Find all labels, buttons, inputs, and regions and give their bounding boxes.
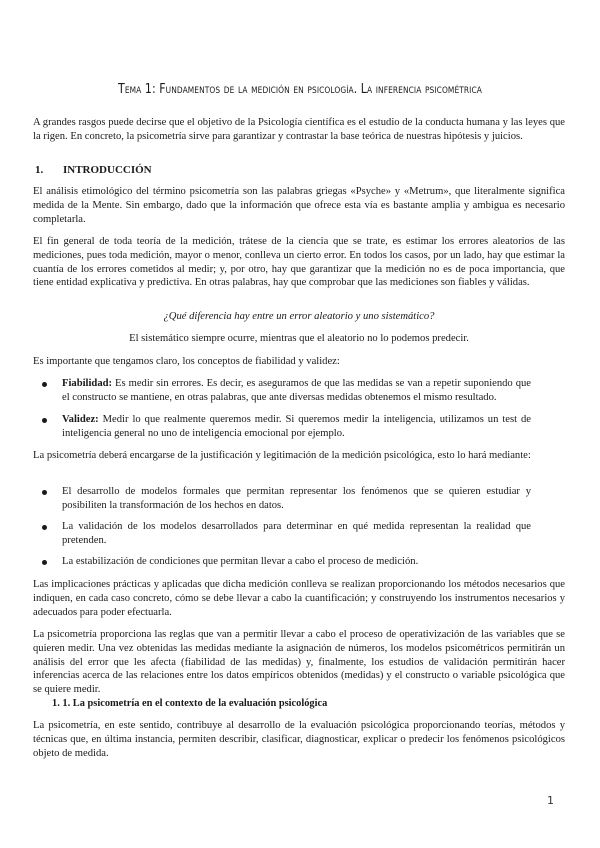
bullet-dot xyxy=(42,560,47,565)
answer-line: El sistemático siempre ocurre, mientras que el aleatorio no lo podemos predecir. xyxy=(129,333,469,344)
bullet-modelos-formales xyxy=(62,485,531,513)
bullet-term: Fiabilidad: xyxy=(62,378,113,389)
bullet-dot xyxy=(42,418,47,423)
subsection-heading: 1. 1. La psicometría en el contexto de la evaluación psicológica xyxy=(52,698,328,709)
bullet-validez xyxy=(62,413,531,441)
bullet-dot xyxy=(42,490,47,495)
bullet-validacion-modelos xyxy=(62,520,531,548)
section-number: 1. xyxy=(35,164,44,176)
bullet-estabilizacion xyxy=(62,555,531,569)
bullet-text: La estabilización de condiciones que permitan llevar a cabo el proceso de medición. xyxy=(62,556,419,567)
question-line: ¿Qué diferencia hay entre un error aleatorio y uno sistemático? xyxy=(163,311,435,322)
bullet-dot xyxy=(42,382,47,387)
paragraph-implicaciones: Las implicaciones prácticas y aplicadas que dicha medición conlleva se realizan proporcionando los métodos necesarios que indiquen, en cada caso concreto, cómo se debe llevar a cabo la cuantificación; y construyendo los instrumentos necesarios y adecuados para poder efectuarla. xyxy=(33,579,565,618)
bullet-fiabilidad xyxy=(62,377,531,405)
paragraph-justificacion: La psicometría deberá encargarse de la justificación y legitimación de la medición psicológica, esto lo hará mediante: xyxy=(33,450,531,461)
bullet-text: Medir lo que realmente queremos medir. Si queremos medir la inteligencia, utilizamos un test de inteligencia general no uno de inteligencia emocional por ejemplo. xyxy=(62,414,531,439)
bullet-term: Validez: xyxy=(62,414,99,425)
paragraph-evaluacion: La psicometría, en este sentido, contribuye al desarrollo de la evaluación psicológica proporcionando teorías, métodos y técnicas que, en última instancia, permiten describir, clasificar, diagnosticar, explicar o predecir los fenómenos psicológicos objeto de medida. xyxy=(33,720,565,759)
paragraph-etimologia: El análisis etimológico del término psicometría son las palabras griegas «Psyche» y «Metrum», que literalmente significa medida de la Mente. Sin embargo, dado que la información que ofrece esta vía es bastante amplia y ambigua es necesario completarla. xyxy=(33,186,565,225)
section-heading-introduccion xyxy=(35,164,152,176)
paragraph-fin-medicion: El fin general de toda teoría de la medición, trátese de la ciencia que se trate, es estimar los errores aleatorios de las mediciones, pues toda medición, mayor o menor, conlleva un cierto error. En todos los casos, por un lado, hay que estimar la cuantía de los errores cometidos al medir; y, por otro, hay que garantizar que la medición no es de poca importancia, que tiene entidad explicativa y predictiva. En otras palabras, hay que comprobar que las mediciones son fiables y válidas. xyxy=(33,236,565,289)
section-label: INTRODUCCIÓN xyxy=(63,164,152,176)
paragraph-conceptos: Es importante que tengamos claro, los conceptos de fiabilidad y validez: xyxy=(33,356,340,367)
bullet-text: La validación de los modelos desarrollados para determinar en qué medida representan la realidad que pretenden. xyxy=(62,521,531,546)
bullet-dot xyxy=(42,525,47,530)
document-title: Tema 1: Fundamentos de la medición en psicología. La inferencia psicométrica xyxy=(118,82,482,97)
bullet-text: Es medir sin errores. Es decir, es aseguramos de que las medidas se van a repetir suponiendo que el constructo se mantiene, en otras palabras, que ante diversas medidas obtenemos el mismo resultado. xyxy=(62,378,531,403)
intro-paragraph: A grandes rasgos puede decirse que el objetivo de la Psicología científica es el estudio de la conducta humana y las leyes que la rigen. En concreto, la psicometría sirve para garantizar y contrastar la base teórica de nuestras hipótesis y juicios. xyxy=(33,117,565,142)
bullet-text: El desarrollo de modelos formales que permitan representar los fenómenos que se quieren estudiar y posibiliten la transformación de los hechos en datos. xyxy=(62,486,531,511)
paragraph-reglas: La psicometría proporciona las reglas que van a permitir llevar a cabo el proceso de operativización de las variables que se quieren medir. Una vez obtenidas las medidas mediante la asignación de números, los modelos psicométricos permitirán un análisis del error que les afecta (fiabilidad de las medidas) y, finalmente, los estudios de validación permitirán hacer inferencias acerca de las relaciones entre los datos empíricos obtenidos (medidas) y el constructo o variable psicológica que se quiere medir. xyxy=(33,629,565,696)
page-number: 1 xyxy=(547,794,554,807)
